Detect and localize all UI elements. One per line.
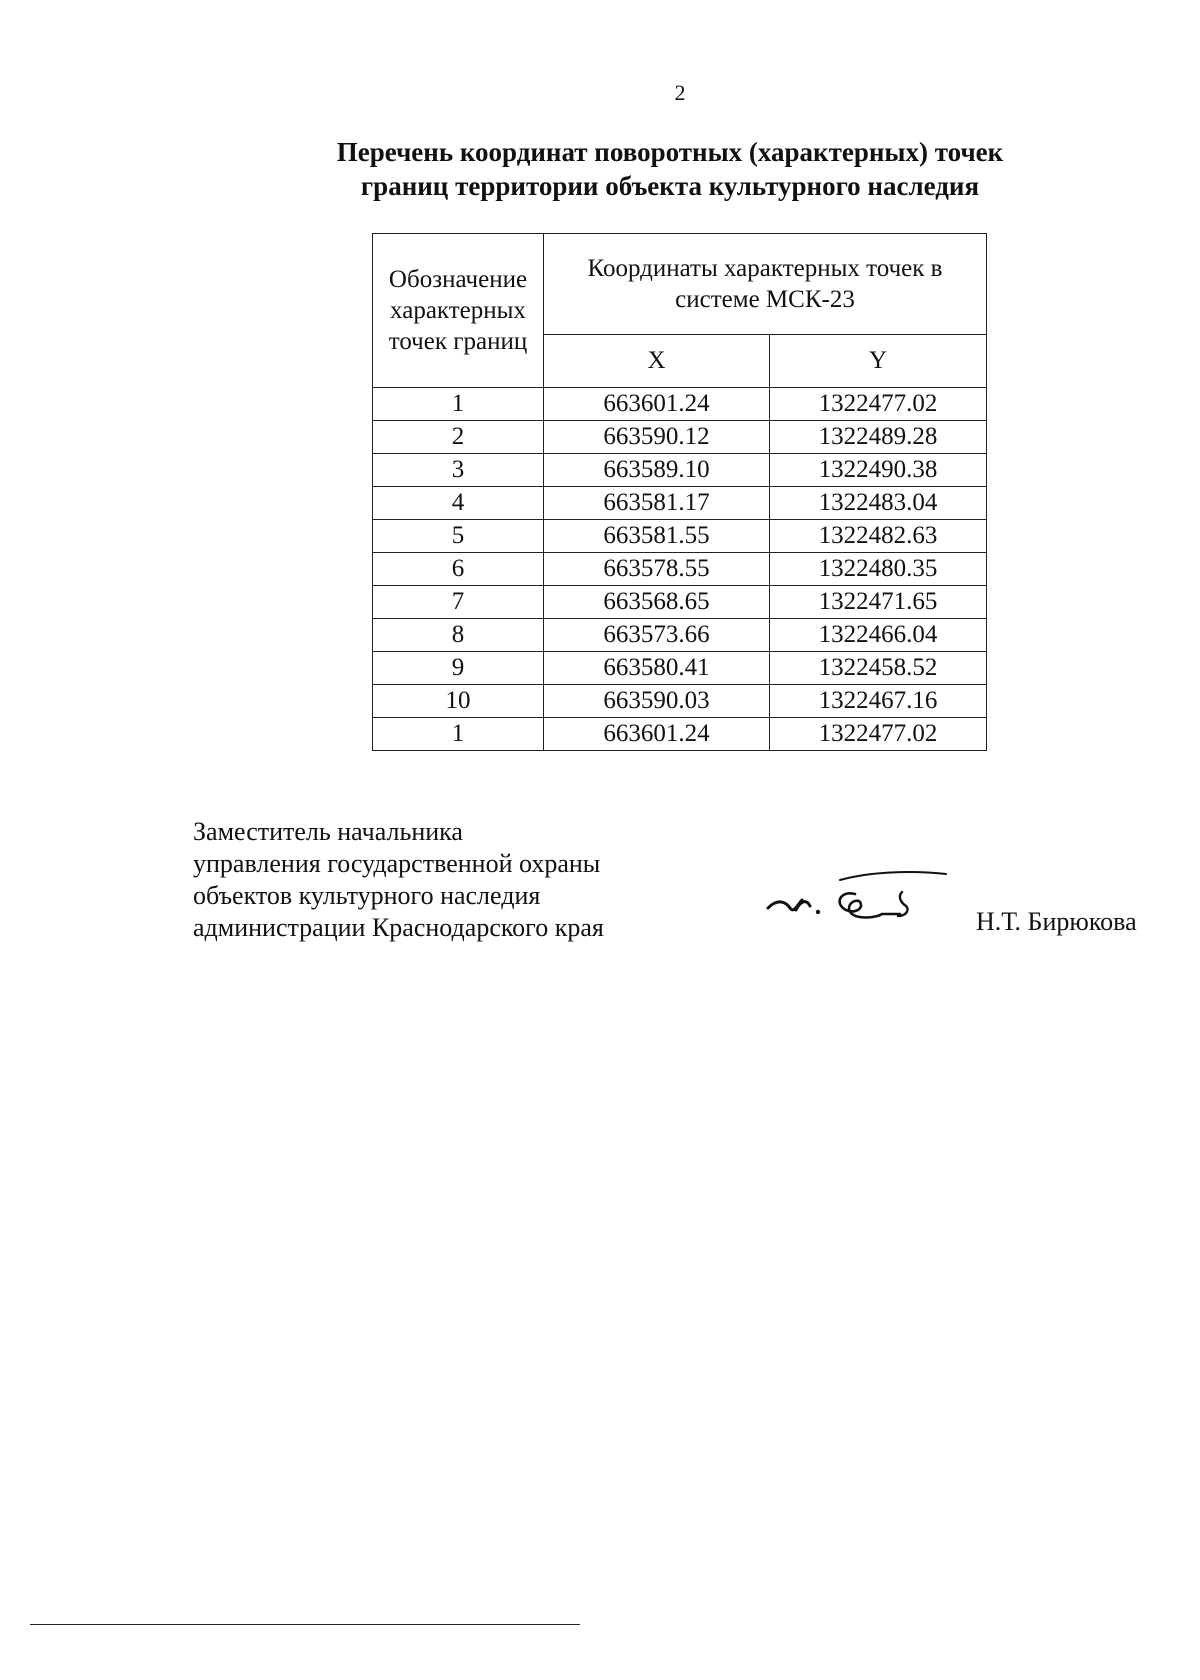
- table-row: [373, 652, 987, 685]
- cell-x: 663601.24: [544, 718, 770, 751]
- position-line-4: администрации Краснодарского края: [193, 913, 604, 942]
- cell-point: 6: [373, 553, 544, 586]
- cell-x: 663573.66: [544, 619, 770, 652]
- position-line-3: объектов культурного наследия: [193, 881, 541, 910]
- cell-x: 663590.03: [544, 685, 770, 718]
- header-point-designation: Обозначение характерных точек границ: [373, 234, 544, 388]
- document-title: [300, 135, 1040, 203]
- cell-y: 1322458.52: [770, 652, 987, 685]
- table-row: [373, 619, 987, 652]
- title-line-1: Перечень координат поворотных (характерных) точек: [336, 137, 1004, 167]
- cell-point: 1: [373, 718, 544, 751]
- cell-point: 9: [373, 652, 544, 685]
- signature-position: [193, 816, 604, 944]
- header-y: Y: [770, 334, 987, 387]
- handwritten-signature: [760, 868, 950, 938]
- cell-point: 10: [373, 685, 544, 718]
- cell-point: 7: [373, 586, 544, 619]
- cell-x: 663601.24: [544, 388, 770, 421]
- coordinates-table: [372, 233, 987, 751]
- table-row: [373, 586, 987, 619]
- cell-y: 1322490.38: [770, 454, 987, 487]
- header-coordinates: Координаты характерных точек в системе МСК-23: [544, 234, 987, 335]
- signer-name: Н.Т. Бирюкова: [976, 907, 1137, 936]
- table-row: [373, 718, 987, 751]
- cell-y: 1322482.63: [770, 520, 987, 553]
- position-line-1: Заместитель начальника: [193, 817, 463, 846]
- cell-x: 663589.10: [544, 454, 770, 487]
- table-row: [373, 454, 987, 487]
- title-line-2: границ территории объекта культурного наследия: [360, 171, 980, 201]
- position-line-2: управления государственной охраны: [193, 849, 601, 878]
- cell-x: 663568.65: [544, 586, 770, 619]
- cell-point: 3: [373, 454, 544, 487]
- cell-x: 663581.17: [544, 487, 770, 520]
- cell-y: 1322489.28: [770, 421, 987, 454]
- footer-divider: [30, 1624, 580, 1625]
- cell-x: 663580.41: [544, 652, 770, 685]
- cell-point: 5: [373, 520, 544, 553]
- cell-x: 663581.55: [544, 520, 770, 553]
- table-row: [373, 421, 987, 454]
- cell-point: 8: [373, 619, 544, 652]
- page-number: 2: [674, 80, 686, 105]
- coordinates-table-body: [373, 388, 987, 751]
- table-row: [373, 388, 987, 421]
- cell-x: 663590.12: [544, 421, 770, 454]
- cell-y: 1322466.04: [770, 619, 987, 652]
- table-row: [373, 553, 987, 586]
- cell-y: 1322471.65: [770, 586, 987, 619]
- cell-y: 1322480.35: [770, 553, 987, 586]
- table-row: [373, 685, 987, 718]
- cell-x: 663578.55: [544, 553, 770, 586]
- table-row: [373, 487, 987, 520]
- cell-point: 4: [373, 487, 544, 520]
- cell-y: 1322477.02: [770, 718, 987, 751]
- cell-point: 1: [373, 388, 544, 421]
- header-x: X: [544, 334, 770, 387]
- cell-point: 2: [373, 421, 544, 454]
- cell-y: 1322483.04: [770, 487, 987, 520]
- table-row: [373, 520, 987, 553]
- cell-y: 1322467.16: [770, 685, 987, 718]
- cell-y: 1322477.02: [770, 388, 987, 421]
